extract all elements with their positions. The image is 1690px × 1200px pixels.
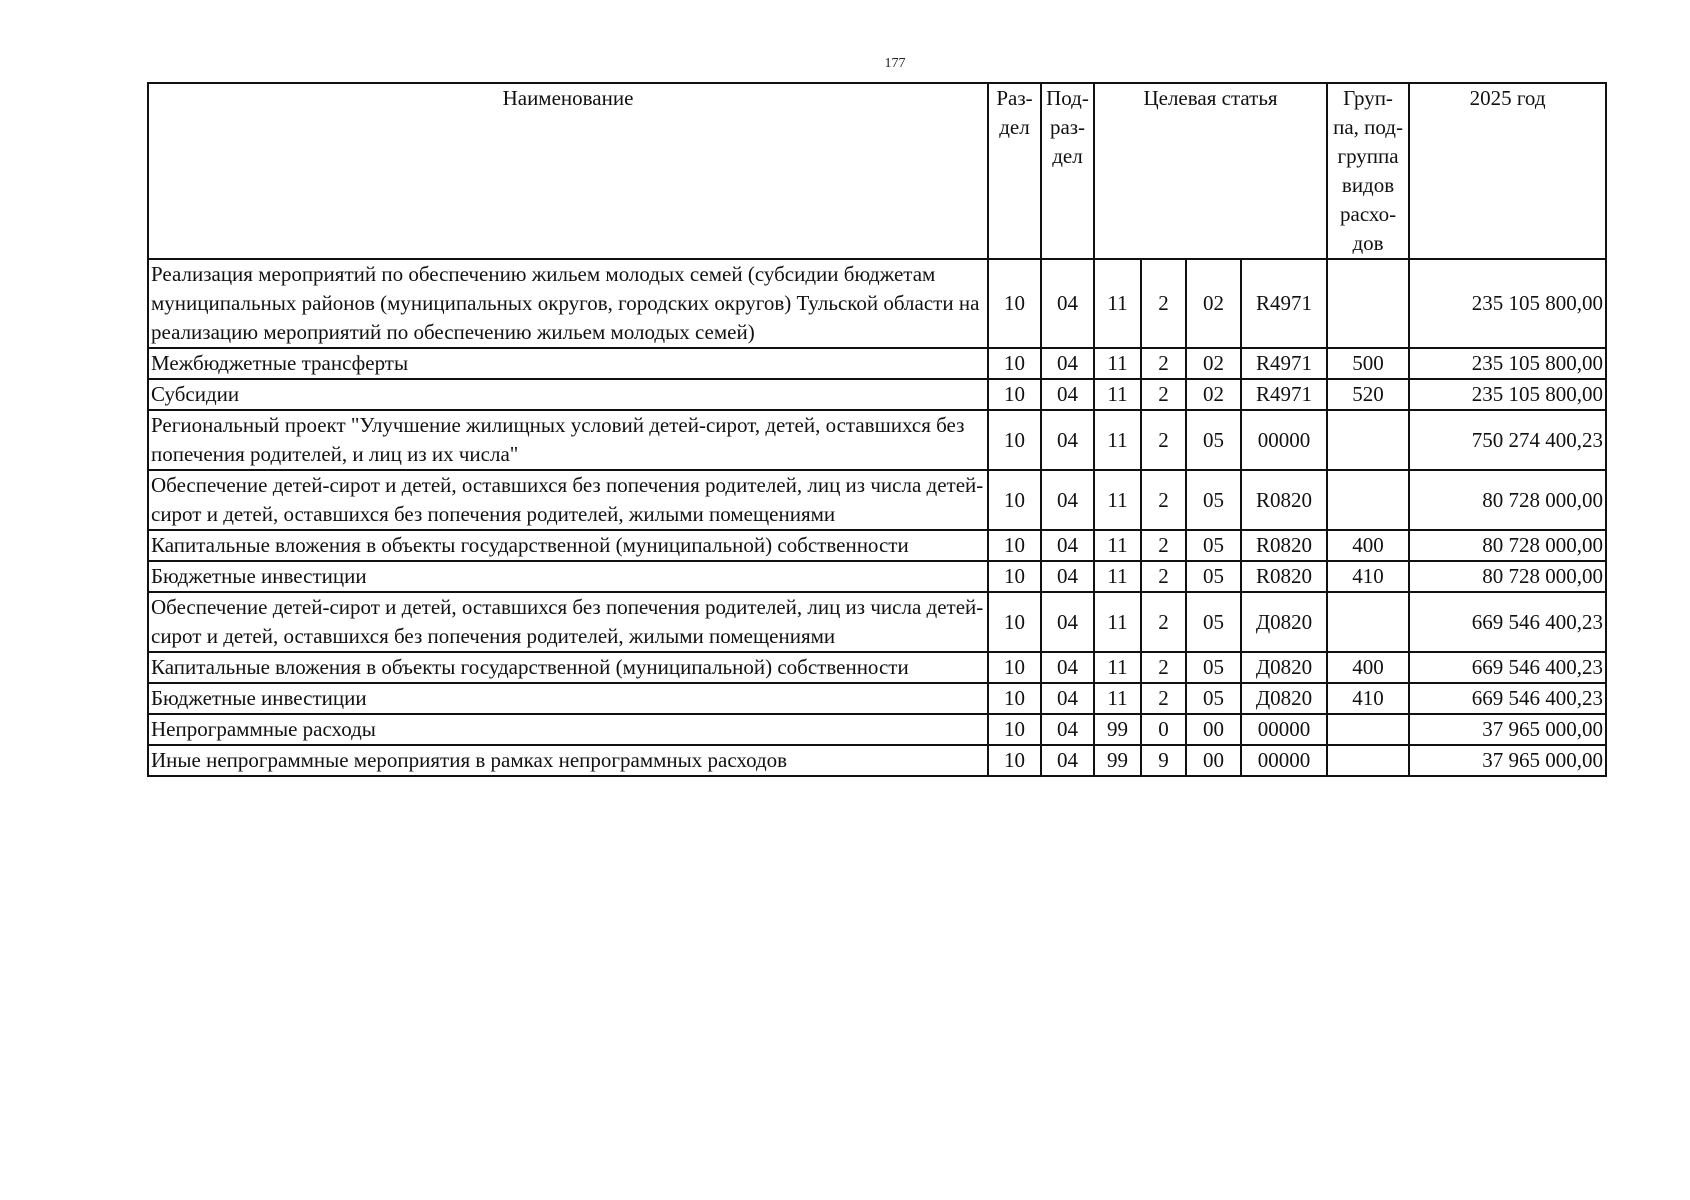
row-amount: 235 105 800,00	[1409, 259, 1606, 348]
table-row	[148, 348, 1606, 379]
row-target-program: 11	[1094, 652, 1141, 683]
row-target-subprogram: 9	[1141, 745, 1186, 776]
row-target-subprogram: 2	[1141, 530, 1186, 561]
row-name: Обеспечение детей-сирот и детей, оставшихся без попечения родителей, лиц из числа детей-сирот и детей, оставшихся без попечения родителей, жилыми помещениями	[148, 470, 988, 530]
row-target-subprogram: 2	[1141, 259, 1186, 348]
row-expense-group	[1327, 592, 1409, 652]
row-target-program: 11	[1094, 530, 1141, 561]
row-expense-group	[1327, 410, 1409, 470]
row-amount: 80 728 000,00	[1409, 470, 1606, 530]
row-section: 10	[988, 592, 1041, 652]
row-expense-group	[1327, 259, 1409, 348]
row-section: 10	[988, 259, 1041, 348]
row-target-subprogram: 2	[1141, 592, 1186, 652]
row-expense-group	[1327, 745, 1409, 776]
row-target-subprogram: 2	[1141, 683, 1186, 714]
row-expense-group	[1327, 714, 1409, 745]
row-target-event: 02	[1186, 379, 1241, 410]
row-section: 10	[988, 379, 1041, 410]
row-target-direction: R0820	[1241, 561, 1327, 592]
row-target-direction: 00000	[1241, 410, 1327, 470]
row-target-event: 05	[1186, 683, 1241, 714]
row-expense-group	[1327, 470, 1409, 530]
table-body	[148, 259, 1606, 776]
table-row	[148, 683, 1606, 714]
table-row	[148, 745, 1606, 776]
row-target-direction: Д0820	[1241, 683, 1327, 714]
row-target-direction: R0820	[1241, 530, 1327, 561]
row-target-program: 11	[1094, 410, 1141, 470]
row-name: Непрограммные расходы	[148, 714, 988, 745]
row-expense-group: 400	[1327, 652, 1409, 683]
row-target-event: 05	[1186, 592, 1241, 652]
row-name: Бюджетные инвестиции	[148, 683, 988, 714]
row-subsection: 04	[1041, 683, 1094, 714]
row-target-program: 11	[1094, 561, 1141, 592]
row-target-program: 11	[1094, 470, 1141, 530]
header-group: Груп- па, под- группа видов расхо- дов	[1327, 83, 1409, 259]
row-amount: 669 546 400,23	[1409, 592, 1606, 652]
row-target-subprogram: 2	[1141, 410, 1186, 470]
row-name: Бюджетные инвестиции	[148, 561, 988, 592]
row-name: Иные непрограммные мероприятия в рамках непрограммных расходов	[148, 745, 988, 776]
row-target-direction: R4971	[1241, 348, 1327, 379]
row-name: Обеспечение детей-сирот и детей, оставшихся без попечения родителей, лиц из числа детей-сирот и детей, оставшихся без попечения родителей, жилыми помещениями	[148, 592, 988, 652]
row-target-event: 02	[1186, 348, 1241, 379]
row-amount: 80 728 000,00	[1409, 530, 1606, 561]
header-subsection: Под- раз- дел	[1041, 83, 1094, 259]
header-target: Целевая статья	[1094, 83, 1327, 259]
row-target-program: 11	[1094, 683, 1141, 714]
page-number: 177	[884, 56, 906, 71]
row-target-subprogram: 2	[1141, 470, 1186, 530]
row-expense-group: 400	[1327, 530, 1409, 561]
row-target-event: 02	[1186, 259, 1241, 348]
row-target-subprogram: 2	[1141, 348, 1186, 379]
row-name: Региональный проект "Улучшение жилищных условий детей-сирот, детей, оставшихся без попечения родителей, и лиц из их числа"	[148, 410, 988, 470]
table-row	[148, 410, 1606, 470]
header-year: 2025 год	[1409, 83, 1606, 259]
table-row	[148, 652, 1606, 683]
row-amount: 669 546 400,23	[1409, 652, 1606, 683]
row-target-program: 11	[1094, 259, 1141, 348]
row-section: 10	[988, 348, 1041, 379]
row-section: 10	[988, 530, 1041, 561]
row-subsection: 04	[1041, 561, 1094, 592]
row-subsection: 04	[1041, 259, 1094, 348]
row-target-event: 00	[1186, 745, 1241, 776]
header-row	[148, 83, 1606, 259]
row-subsection: 04	[1041, 592, 1094, 652]
row-name: Межбюджетные трансферты	[148, 348, 988, 379]
row-name: Капитальные вложения в объекты государственной (муниципальной) собственности	[148, 530, 988, 561]
row-amount: 80 728 000,00	[1409, 561, 1606, 592]
row-subsection: 04	[1041, 652, 1094, 683]
row-target-direction: R4971	[1241, 379, 1327, 410]
row-target-subprogram: 2	[1141, 379, 1186, 410]
table-row	[148, 470, 1606, 530]
row-section: 10	[988, 410, 1041, 470]
row-section: 10	[988, 470, 1041, 530]
row-subsection: 04	[1041, 714, 1094, 745]
row-target-subprogram: 2	[1141, 561, 1186, 592]
row-expense-group: 500	[1327, 348, 1409, 379]
row-amount: 235 105 800,00	[1409, 348, 1606, 379]
row-target-event: 05	[1186, 561, 1241, 592]
row-amount: 669 546 400,23	[1409, 683, 1606, 714]
budget-table	[147, 82, 1607, 777]
row-target-subprogram: 0	[1141, 714, 1186, 745]
row-subsection: 04	[1041, 530, 1094, 561]
row-name: Реализация мероприятий по обеспечению жильем молодых семей (субсидии бюджетам муниципальных районов (муниципальных округов, городских округов) Тульской области на реализацию мероприятий по обеспечению жильем молодых семей)	[148, 259, 988, 348]
row-target-program: 11	[1094, 379, 1141, 410]
table-row	[148, 379, 1606, 410]
row-amount: 750 274 400,23	[1409, 410, 1606, 470]
table-row	[148, 530, 1606, 561]
row-section: 10	[988, 683, 1041, 714]
row-target-direction: R0820	[1241, 470, 1327, 530]
row-subsection: 04	[1041, 745, 1094, 776]
row-expense-group: 410	[1327, 561, 1409, 592]
row-target-event: 05	[1186, 652, 1241, 683]
row-target-event: 05	[1186, 410, 1241, 470]
table-row	[148, 592, 1606, 652]
row-subsection: 04	[1041, 348, 1094, 379]
row-target-direction: 00000	[1241, 745, 1327, 776]
row-section: 10	[988, 652, 1041, 683]
row-expense-group: 520	[1327, 379, 1409, 410]
header-section: Раз- дел	[988, 83, 1041, 259]
row-target-direction: 00000	[1241, 714, 1327, 745]
row-section: 10	[988, 714, 1041, 745]
table-row	[148, 259, 1606, 348]
row-target-event: 05	[1186, 530, 1241, 561]
row-section: 10	[988, 745, 1041, 776]
table-row	[148, 561, 1606, 592]
row-amount: 37 965 000,00	[1409, 714, 1606, 745]
row-name: Субсидии	[148, 379, 988, 410]
row-target-program: 11	[1094, 348, 1141, 379]
row-subsection: 04	[1041, 410, 1094, 470]
row-expense-group: 410	[1327, 683, 1409, 714]
row-target-direction: Д0820	[1241, 652, 1327, 683]
row-target-program: 99	[1094, 714, 1141, 745]
row-section: 10	[988, 561, 1041, 592]
row-subsection: 04	[1041, 470, 1094, 530]
table-row	[148, 714, 1606, 745]
row-target-direction: Д0820	[1241, 592, 1327, 652]
row-target-direction: R4971	[1241, 259, 1327, 348]
row-target-subprogram: 2	[1141, 652, 1186, 683]
row-amount: 37 965 000,00	[1409, 745, 1606, 776]
row-target-event: 00	[1186, 714, 1241, 745]
row-target-event: 05	[1186, 470, 1241, 530]
row-amount: 235 105 800,00	[1409, 379, 1606, 410]
row-target-program: 11	[1094, 592, 1141, 652]
header-name: Наименование	[148, 83, 988, 259]
row-name: Капитальные вложения в объекты государственной (муниципальной) собственности	[148, 652, 988, 683]
row-subsection: 04	[1041, 379, 1094, 410]
row-target-program: 99	[1094, 745, 1141, 776]
